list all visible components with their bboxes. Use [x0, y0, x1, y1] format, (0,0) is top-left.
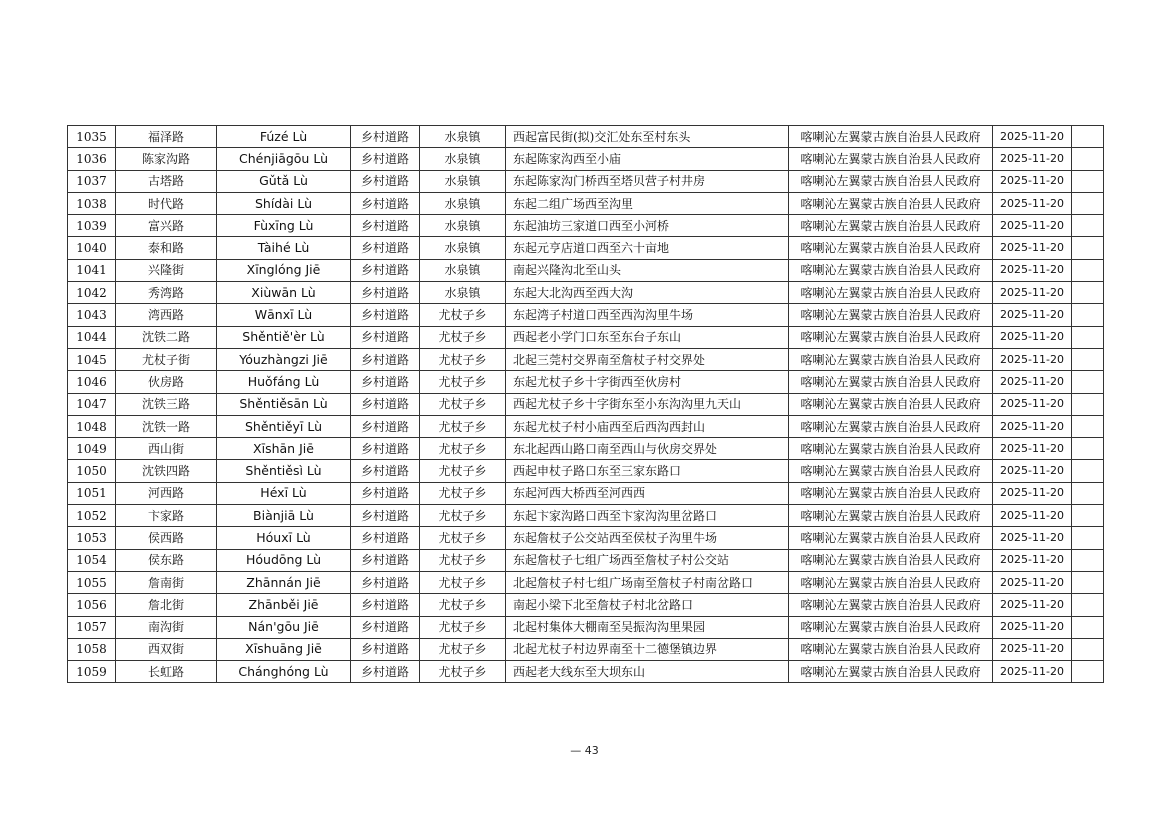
approving-authority-cell: 喀喇沁左翼蒙古族自治县人民政府	[789, 482, 993, 504]
row-number-cell: 1046	[68, 371, 116, 393]
approval-date-cell: 2025-11-20	[993, 259, 1072, 281]
remarks-cell	[1072, 126, 1104, 148]
road-pinyin-cell: Chénjiāgōu Lù	[217, 148, 351, 170]
row-number-cell: 1041	[68, 259, 116, 281]
road-description-cell: 北起詹杖子村七组广场南至詹杖子村南岔路口	[506, 571, 789, 593]
road-type-cell: 乡村道路	[351, 415, 420, 437]
road-description-cell: 东起元亨店道口西至六十亩地	[506, 237, 789, 259]
road-type-cell: 乡村道路	[351, 505, 420, 527]
table-row	[68, 482, 1104, 504]
road-name-cell: 沈铁一路	[116, 415, 217, 437]
approval-date-cell: 2025-11-20	[993, 505, 1072, 527]
approving-authority-cell: 喀喇沁左翼蒙古族自治县人民政府	[789, 438, 993, 460]
table-row	[68, 594, 1104, 616]
row-number-cell: 1043	[68, 304, 116, 326]
approving-authority-cell: 喀喇沁左翼蒙古族自治县人民政府	[789, 348, 993, 370]
road-description-cell: 东起二组广场西至沟里	[506, 192, 789, 214]
road-type-cell: 乡村道路	[351, 348, 420, 370]
row-number-cell: 1052	[68, 505, 116, 527]
road-description-cell: 东起油坊三家道口西至小河桥	[506, 215, 789, 237]
row-number-cell: 1054	[68, 549, 116, 571]
approval-date-cell: 2025-11-20	[993, 192, 1072, 214]
approving-authority-cell: 喀喇沁左翼蒙古族自治县人民政府	[789, 616, 993, 638]
town-cell: 尤杖子乡	[420, 415, 506, 437]
approval-date-cell: 2025-11-20	[993, 594, 1072, 616]
town-cell: 尤杖子乡	[420, 594, 506, 616]
approval-date-cell: 2025-11-20	[993, 126, 1072, 148]
road-name-cell: 侯西路	[116, 527, 217, 549]
road-type-cell: 乡村道路	[351, 393, 420, 415]
row-number-cell: 1056	[68, 594, 116, 616]
road-type-cell: 乡村道路	[351, 482, 420, 504]
road-description-cell: 东起卞家沟路口西至卞家沟沟里岔路口	[506, 505, 789, 527]
road-pinyin-cell: Yóuzhàngzi Jiē	[217, 348, 351, 370]
remarks-cell	[1072, 348, 1104, 370]
row-number-cell: 1035	[68, 126, 116, 148]
road-description-cell: 东起陈家沟门桥西至塔贝营子村井房	[506, 170, 789, 192]
approving-authority-cell: 喀喇沁左翼蒙古族自治县人民政府	[789, 594, 993, 616]
remarks-cell	[1072, 571, 1104, 593]
road-description-cell: 东起尤杖子村小庙西至后西沟西封山	[506, 415, 789, 437]
town-cell: 水泉镇	[420, 282, 506, 304]
approving-authority-cell: 喀喇沁左翼蒙古族自治县人民政府	[789, 192, 993, 214]
road-description-cell: 东起湾子村道口西至西沟沟里牛场	[506, 304, 789, 326]
approving-authority-cell: 喀喇沁左翼蒙古族自治县人民政府	[789, 571, 993, 593]
road-name-cell: 富兴路	[116, 215, 217, 237]
row-number-cell: 1040	[68, 237, 116, 259]
town-cell: 水泉镇	[420, 237, 506, 259]
remarks-cell	[1072, 505, 1104, 527]
table-row	[68, 215, 1104, 237]
remarks-cell	[1072, 259, 1104, 281]
road-name-cell: 兴隆街	[116, 259, 217, 281]
table-row	[68, 348, 1104, 370]
road-description-cell: 西起老小学门口东至东台子东山	[506, 326, 789, 348]
road-name-cell: 沈铁四路	[116, 460, 217, 482]
road-type-cell: 乡村道路	[351, 126, 420, 148]
row-number-cell: 1053	[68, 527, 116, 549]
road-description-cell: 南起小梁下北至詹杖子村北岔路口	[506, 594, 789, 616]
town-cell: 水泉镇	[420, 215, 506, 237]
road-name-cell: 侯东路	[116, 549, 217, 571]
town-cell: 尤杖子乡	[420, 549, 506, 571]
town-cell: 尤杖子乡	[420, 482, 506, 504]
remarks-cell	[1072, 438, 1104, 460]
road-pinyin-cell: Fúzé Lù	[217, 126, 351, 148]
approving-authority-cell: 喀喇沁左翼蒙古族自治县人民政府	[789, 148, 993, 170]
remarks-cell	[1072, 215, 1104, 237]
remarks-cell	[1072, 371, 1104, 393]
town-cell: 水泉镇	[420, 148, 506, 170]
approval-date-cell: 2025-11-20	[993, 571, 1072, 593]
approving-authority-cell: 喀喇沁左翼蒙古族自治县人民政府	[789, 638, 993, 660]
road-description-cell: 东起河西大桥西至河西西	[506, 482, 789, 504]
road-name-cell: 陈家沟路	[116, 148, 217, 170]
road-description-cell: 东起陈家沟西至小庙	[506, 148, 789, 170]
road-description-cell: 东起詹杖子七组广场西至詹杖子村公交站	[506, 549, 789, 571]
road-type-cell: 乡村道路	[351, 237, 420, 259]
town-cell: 水泉镇	[420, 170, 506, 192]
remarks-cell	[1072, 460, 1104, 482]
road-type-cell: 乡村道路	[351, 215, 420, 237]
road-type-cell: 乡村道路	[351, 438, 420, 460]
road-pinyin-cell: Shěntiěsān Lù	[217, 393, 351, 415]
road-type-cell: 乡村道路	[351, 661, 420, 683]
road-name-cell: 南沟街	[116, 616, 217, 638]
approving-authority-cell: 喀喇沁左翼蒙古族自治县人民政府	[789, 505, 993, 527]
road-name-cell: 湾西路	[116, 304, 217, 326]
road-type-cell: 乡村道路	[351, 326, 420, 348]
road-pinyin-cell: Héxī Lù	[217, 482, 351, 504]
road-name-cell: 沈铁二路	[116, 326, 217, 348]
road-type-cell: 乡村道路	[351, 192, 420, 214]
table-row	[68, 393, 1104, 415]
road-description-cell: 东起大北沟西至西大沟	[506, 282, 789, 304]
row-number-cell: 1037	[68, 170, 116, 192]
remarks-cell	[1072, 237, 1104, 259]
road-name-cell: 沈铁三路	[116, 393, 217, 415]
approving-authority-cell: 喀喇沁左翼蒙古族自治县人民政府	[789, 215, 993, 237]
town-cell: 尤杖子乡	[420, 505, 506, 527]
row-number-cell: 1049	[68, 438, 116, 460]
road-type-cell: 乡村道路	[351, 571, 420, 593]
approval-date-cell: 2025-11-20	[993, 527, 1072, 549]
table-row	[68, 237, 1104, 259]
row-number-cell: 1048	[68, 415, 116, 437]
road-type-cell: 乡村道路	[351, 148, 420, 170]
remarks-cell	[1072, 415, 1104, 437]
remarks-cell	[1072, 393, 1104, 415]
page-number: — 43	[570, 744, 599, 757]
approving-authority-cell: 喀喇沁左翼蒙古族自治县人民政府	[789, 549, 993, 571]
road-pinyin-cell: Shěntiěsì Lù	[217, 460, 351, 482]
road-pinyin-cell: Huǒfáng Lù	[217, 371, 351, 393]
road-type-cell: 乡村道路	[351, 170, 420, 192]
table-row	[68, 282, 1104, 304]
road-description-cell: 南起兴隆沟北至山头	[506, 259, 789, 281]
approval-date-cell: 2025-11-20	[993, 460, 1072, 482]
road-name-cell: 西山街	[116, 438, 217, 460]
table-row	[68, 549, 1104, 571]
table-row	[68, 571, 1104, 593]
remarks-cell	[1072, 304, 1104, 326]
remarks-cell	[1072, 527, 1104, 549]
road-name-cell: 时代路	[116, 192, 217, 214]
remarks-cell	[1072, 282, 1104, 304]
road-type-cell: 乡村道路	[351, 527, 420, 549]
approval-date-cell: 2025-11-20	[993, 616, 1072, 638]
road-description-cell: 西起申杖子路口东至三家东路口	[506, 460, 789, 482]
row-number-cell: 1051	[68, 482, 116, 504]
road-pinyin-cell: Xīnglóng Jiē	[217, 259, 351, 281]
road-name-cell: 泰和路	[116, 237, 217, 259]
approval-date-cell: 2025-11-20	[993, 148, 1072, 170]
approval-date-cell: 2025-11-20	[993, 282, 1072, 304]
table-row	[68, 638, 1104, 660]
approval-date-cell: 2025-11-20	[993, 215, 1072, 237]
approval-date-cell: 2025-11-20	[993, 304, 1072, 326]
town-cell: 尤杖子乡	[420, 348, 506, 370]
table-row	[68, 661, 1104, 683]
road-type-cell: 乡村道路	[351, 259, 420, 281]
row-number-cell: 1055	[68, 571, 116, 593]
approving-authority-cell: 喀喇沁左翼蒙古族自治县人民政府	[789, 460, 993, 482]
table-row	[68, 304, 1104, 326]
table-row	[68, 505, 1104, 527]
table-row	[68, 326, 1104, 348]
road-name-cell: 詹南街	[116, 571, 217, 593]
remarks-cell	[1072, 148, 1104, 170]
remarks-cell	[1072, 616, 1104, 638]
road-type-cell: 乡村道路	[351, 460, 420, 482]
road-pinyin-cell: Xiùwān Lù	[217, 282, 351, 304]
town-cell: 尤杖子乡	[420, 393, 506, 415]
town-cell: 水泉镇	[420, 126, 506, 148]
road-name-cell: 河西路	[116, 482, 217, 504]
approval-date-cell: 2025-11-20	[993, 549, 1072, 571]
road-name-table	[67, 125, 1104, 683]
table-row	[68, 192, 1104, 214]
road-name-cell: 福泽路	[116, 126, 217, 148]
approving-authority-cell: 喀喇沁左翼蒙古族自治县人民政府	[789, 259, 993, 281]
road-description-cell: 东北起西山路口南至西山与伙房交界处	[506, 438, 789, 460]
approving-authority-cell: 喀喇沁左翼蒙古族自治县人民政府	[789, 415, 993, 437]
town-cell: 尤杖子乡	[420, 460, 506, 482]
road-pinyin-cell: Xīshuāng Jiē	[217, 638, 351, 660]
remarks-cell	[1072, 661, 1104, 683]
table-row	[68, 259, 1104, 281]
approval-date-cell: 2025-11-20	[993, 326, 1072, 348]
row-number-cell: 1047	[68, 393, 116, 415]
road-description-cell: 西起富民街(拟)交汇处东至村东头	[506, 126, 789, 148]
town-cell: 尤杖子乡	[420, 638, 506, 660]
road-description-cell: 东起尤杖子乡十字街西至伙房村	[506, 371, 789, 393]
table-row	[68, 415, 1104, 437]
row-number-cell: 1039	[68, 215, 116, 237]
town-cell: 尤杖子乡	[420, 371, 506, 393]
town-cell: 尤杖子乡	[420, 616, 506, 638]
approving-authority-cell: 喀喇沁左翼蒙古族自治县人民政府	[789, 393, 993, 415]
road-description-cell: 东起詹杖子公交站西至侯杖子沟里牛场	[506, 527, 789, 549]
approval-date-cell: 2025-11-20	[993, 237, 1072, 259]
road-name-cell: 古塔路	[116, 170, 217, 192]
town-cell: 尤杖子乡	[420, 438, 506, 460]
road-pinyin-cell: Wānxī Lù	[217, 304, 351, 326]
road-pinyin-cell: Hóudōng Lù	[217, 549, 351, 571]
road-type-cell: 乡村道路	[351, 616, 420, 638]
road-description-cell: 北起村集体大棚南至吴振沟沟里果园	[506, 616, 789, 638]
remarks-cell	[1072, 638, 1104, 660]
remarks-cell	[1072, 192, 1104, 214]
row-number-cell: 1038	[68, 192, 116, 214]
road-pinyin-cell: Biànjiā Lù	[217, 505, 351, 527]
road-type-cell: 乡村道路	[351, 371, 420, 393]
town-cell: 水泉镇	[420, 192, 506, 214]
row-number-cell: 1044	[68, 326, 116, 348]
town-cell: 水泉镇	[420, 259, 506, 281]
road-type-cell: 乡村道路	[351, 594, 420, 616]
town-cell: 尤杖子乡	[420, 304, 506, 326]
approval-date-cell: 2025-11-20	[993, 638, 1072, 660]
table-row	[68, 148, 1104, 170]
approval-date-cell: 2025-11-20	[993, 415, 1072, 437]
road-name-cell: 卞家路	[116, 505, 217, 527]
remarks-cell	[1072, 482, 1104, 504]
approval-date-cell: 2025-11-20	[993, 170, 1072, 192]
road-type-cell: 乡村道路	[351, 304, 420, 326]
road-pinyin-cell: Gǔtǎ Lù	[217, 170, 351, 192]
remarks-cell	[1072, 549, 1104, 571]
table-row	[68, 616, 1104, 638]
town-cell: 尤杖子乡	[420, 571, 506, 593]
table-row	[68, 126, 1104, 148]
approval-date-cell: 2025-11-20	[993, 348, 1072, 370]
row-number-cell: 1045	[68, 348, 116, 370]
road-pinyin-cell: Tàihé Lù	[217, 237, 351, 259]
approval-date-cell: 2025-11-20	[993, 371, 1072, 393]
road-pinyin-cell: Zhānnán Jiē	[217, 571, 351, 593]
road-pinyin-cell: Fùxīng Lù	[217, 215, 351, 237]
road-pinyin-cell: Zhānběi Jiē	[217, 594, 351, 616]
table-body	[68, 126, 1104, 683]
remarks-cell	[1072, 326, 1104, 348]
road-description-cell: 西起老大线东至大坝东山	[506, 661, 789, 683]
town-cell: 尤杖子乡	[420, 527, 506, 549]
approving-authority-cell: 喀喇沁左翼蒙古族自治县人民政府	[789, 527, 993, 549]
road-pinyin-cell: Shěntiěyī Lù	[217, 415, 351, 437]
road-name-cell: 长虹路	[116, 661, 217, 683]
approving-authority-cell: 喀喇沁左翼蒙古族自治县人民政府	[789, 304, 993, 326]
road-type-cell: 乡村道路	[351, 282, 420, 304]
approval-date-cell: 2025-11-20	[993, 438, 1072, 460]
remarks-cell	[1072, 594, 1104, 616]
row-number-cell: 1050	[68, 460, 116, 482]
table-row	[68, 170, 1104, 192]
road-pinyin-cell: Nán'gōu Jiē	[217, 616, 351, 638]
table-row	[68, 460, 1104, 482]
road-description-cell: 北起尤杖子村边界南至十二德堡镇边界	[506, 638, 789, 660]
approving-authority-cell: 喀喇沁左翼蒙古族自治县人民政府	[789, 326, 993, 348]
road-pinyin-cell: Shěntiě'èr Lù	[217, 326, 351, 348]
table-row	[68, 371, 1104, 393]
road-name-cell: 詹北街	[116, 594, 217, 616]
road-pinyin-cell: Xīshān Jiē	[217, 438, 351, 460]
approving-authority-cell: 喀喇沁左翼蒙古族自治县人民政府	[789, 237, 993, 259]
approving-authority-cell: 喀喇沁左翼蒙古族自治县人民政府	[789, 282, 993, 304]
table-row	[68, 527, 1104, 549]
row-number-cell: 1036	[68, 148, 116, 170]
row-number-cell: 1058	[68, 638, 116, 660]
row-number-cell: 1042	[68, 282, 116, 304]
road-description-cell: 西起尤杖子乡十字街东至小东沟沟里九天山	[506, 393, 789, 415]
row-number-cell: 1059	[68, 661, 116, 683]
road-description-cell: 北起三莞村交界南至詹杖子村交界处	[506, 348, 789, 370]
row-number-cell: 1057	[68, 616, 116, 638]
road-name-cell: 秀湾路	[116, 282, 217, 304]
approval-date-cell: 2025-11-20	[993, 661, 1072, 683]
road-pinyin-cell: Shídài Lù	[217, 192, 351, 214]
road-name-cell: 尤杖子街	[116, 348, 217, 370]
approval-date-cell: 2025-11-20	[993, 482, 1072, 504]
road-pinyin-cell: Hóuxī Lù	[217, 527, 351, 549]
approving-authority-cell: 喀喇沁左翼蒙古族自治县人民政府	[789, 661, 993, 683]
approving-authority-cell: 喀喇沁左翼蒙古族自治县人民政府	[789, 371, 993, 393]
road-type-cell: 乡村道路	[351, 638, 420, 660]
road-pinyin-cell: Chánghóng Lù	[217, 661, 351, 683]
remarks-cell	[1072, 170, 1104, 192]
table-row	[68, 438, 1104, 460]
town-cell: 尤杖子乡	[420, 326, 506, 348]
road-type-cell: 乡村道路	[351, 549, 420, 571]
approval-date-cell: 2025-11-20	[993, 393, 1072, 415]
approving-authority-cell: 喀喇沁左翼蒙古族自治县人民政府	[789, 170, 993, 192]
road-name-cell: 西双街	[116, 638, 217, 660]
road-name-cell: 伙房路	[116, 371, 217, 393]
approving-authority-cell: 喀喇沁左翼蒙古族自治县人民政府	[789, 126, 993, 148]
town-cell: 尤杖子乡	[420, 661, 506, 683]
